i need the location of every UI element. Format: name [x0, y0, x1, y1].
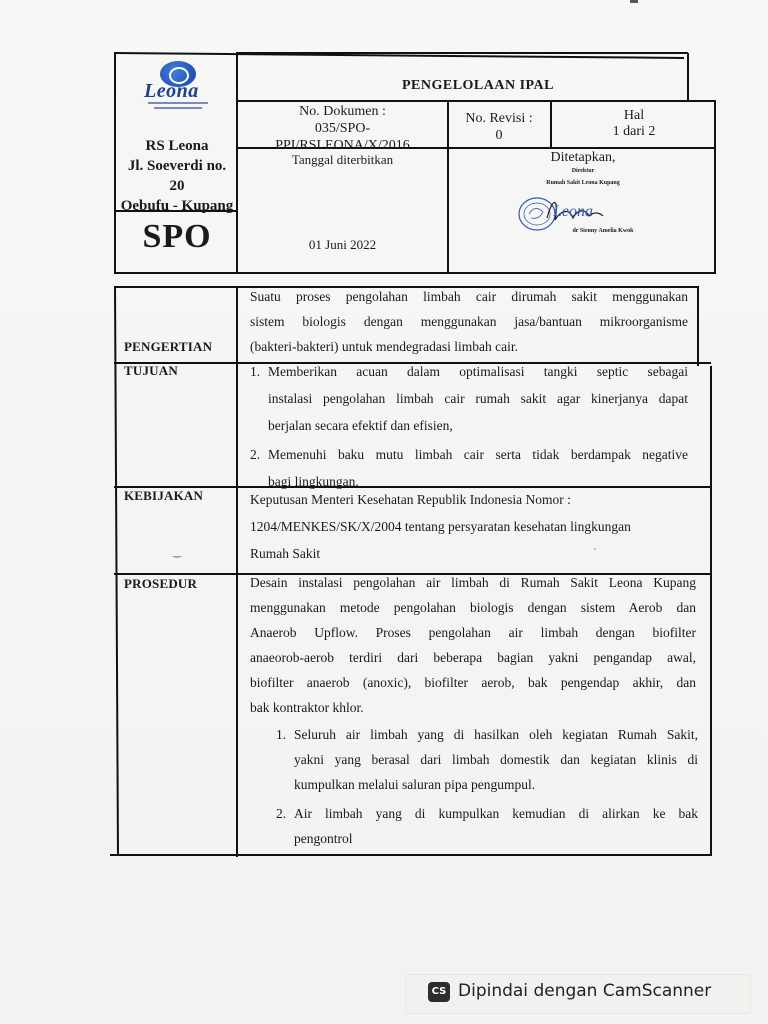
- prosedur-text: [250, 570, 696, 720]
- prosedur-line: bak kontraktor khlor.: [250, 700, 364, 715]
- prosedur-step: [276, 801, 698, 851]
- camscanner-watermark: [406, 975, 750, 1013]
- tujuan-line: Memenuhi baku mutu limbah cair serta tidak berdampak negative: [268, 447, 688, 462]
- scan-speck: ′: [594, 547, 597, 558]
- prosedur-step-line: Seluruh air limbah yang di hasilkan oleh kegiatan Rumah Sakit,: [294, 727, 698, 742]
- prosedur-steps: [276, 722, 698, 855]
- body-left-border: [114, 286, 119, 856]
- label-pengertian: PENGERTIAN: [124, 339, 213, 354]
- tujuan-line: Memberikan acuan dalam optimalisasi tangki septic sebagai: [268, 364, 688, 379]
- hospital-address: [118, 136, 236, 216]
- logo-wordmark: Leona: [144, 80, 199, 102]
- tujuan-line: bagi lingkungan.: [268, 474, 359, 489]
- document-title: PENGELOLAAN IPAL: [401, 78, 555, 93]
- document-number-label: No. Dokumen :: [299, 104, 386, 119]
- header-row1-divider: [236, 100, 716, 102]
- tujuan-line: berjalan secara efektif dan efisien,: [268, 418, 453, 433]
- header-left-border: [114, 52, 116, 274]
- issue-date: 01 Juni 2022: [308, 237, 377, 252]
- list-number: 2.: [276, 806, 287, 821]
- pengertian-line: Suatu proses pengolahan limbah cair dirumah sakit menggunakan: [250, 289, 688, 304]
- revision-label: No. Revisi :: [465, 111, 533, 126]
- prosedur-step: [276, 722, 698, 797]
- prosedur-line: anaeorob-aerob terdiri dari beberapa bagian yakni pengandap awal,: [250, 650, 696, 665]
- label-prosedur: PROSEDUR: [124, 576, 198, 591]
- scan-speck: ‿: [173, 547, 182, 558]
- kebijakan-line: Rumah Sakit: [250, 546, 321, 561]
- hospital-logo: [140, 58, 212, 114]
- pengertian-line: (bakteri-bakteri) untuk mendegradasi limbah cair.: [250, 339, 519, 354]
- page-count: [552, 108, 716, 140]
- approval-label: Ditetapkan,: [550, 150, 616, 165]
- tujuan-list: [250, 358, 688, 495]
- body-right-border-top: [697, 286, 699, 366]
- document-number-line1: 035/SPO-: [314, 121, 371, 136]
- list-number: 1.: [276, 727, 287, 742]
- hospital-name: RS Leona: [145, 138, 209, 154]
- kebijakan-text: [250, 486, 690, 567]
- prosedur-line: Desain instalasi pengolahan air limbah di Rumah Sakit Leona Kupang: [250, 575, 696, 590]
- revision: [450, 110, 548, 144]
- header-bottom-border: [114, 272, 716, 274]
- header-col-divider: [236, 53, 238, 273]
- prosedur-line: biofilter anaerob (anoxic), biofilter aerob, bak pengendap akhir, dan: [250, 675, 696, 690]
- scan-mark: [630, 0, 638, 3]
- hospital-city: Oebufu - Kupang: [120, 198, 234, 214]
- pengertian-line: sistem biologis dengan menggunakan jasa/bantuan mikroorganisme: [250, 314, 688, 329]
- document-number: [240, 103, 445, 154]
- page-label: Hal: [623, 108, 645, 123]
- kebijakan-line: Keputusan Menteri Kesehatan Republik Indonesia Nomor :: [250, 492, 571, 507]
- signature-text: Leona: [553, 203, 593, 220]
- header-col2-divider: [447, 100, 449, 272]
- approval-hospital: Rumah Sakit Leona Kupang: [546, 180, 620, 186]
- revision-value: 0: [495, 128, 503, 143]
- label-tujuan: TUJUAN: [124, 363, 178, 378]
- header-top-border-right: [236, 52, 688, 54]
- hospital-street: Jl. Soeverdi no.: [127, 158, 227, 174]
- prosedur-step-line: pengontrol: [294, 831, 353, 846]
- prosedur-line: Anaerob Upflow. Proses pengolahan air limbah dengan biofilter: [250, 625, 696, 640]
- tujuan-item: [250, 358, 688, 439]
- list-number: 2.: [250, 447, 261, 462]
- prosedur-step-line: kumpulkan melalui saluran pipa pengumpul.: [294, 777, 536, 792]
- body-right-border: [710, 366, 712, 856]
- body-col-divider: [236, 286, 238, 857]
- logo-tagline-line: [148, 102, 208, 104]
- director-title: Direktur: [571, 168, 595, 174]
- hospital-number: 20: [169, 178, 185, 194]
- spo-label: SPO: [142, 218, 212, 255]
- document-number-line2: PPI/RSLEONA/X/2016: [275, 138, 410, 153]
- signer-name: dr Sienny Amelia Kwok: [572, 228, 634, 234]
- prosedur-step-line: Air limbah yang di kumpulkan kemudian di alirkan ke bak: [294, 806, 698, 821]
- tujuan-line: instalasi pengolahan limbah cair rumah sakit agar kinerjanya dapat: [268, 391, 688, 406]
- pengertian-text: [250, 284, 688, 359]
- issue-date-label: Tanggal diterbitkan: [291, 152, 394, 167]
- logo-tagline-line-2: [154, 107, 202, 109]
- camscanner-icon: CS: [428, 982, 450, 1002]
- kebijakan-line: 1204/MENKES/SK/X/2004 tentang persyaratan kesehatan lingkungan: [250, 519, 631, 534]
- list-number: 1.: [250, 364, 261, 379]
- page-value: 1 dari 2: [612, 124, 656, 139]
- label-kebijakan: KEBIJAKAN: [124, 488, 204, 503]
- prosedur-step-line: yakni yang berasal dari limbah domestik dan kegiatan klinis di: [294, 752, 698, 767]
- camscanner-text: Dipindai dengan CamScanner: [458, 981, 712, 1001]
- prosedur-line: menggunakan metode pengolahan biologis dengan sistem Aerob dan: [250, 600, 696, 615]
